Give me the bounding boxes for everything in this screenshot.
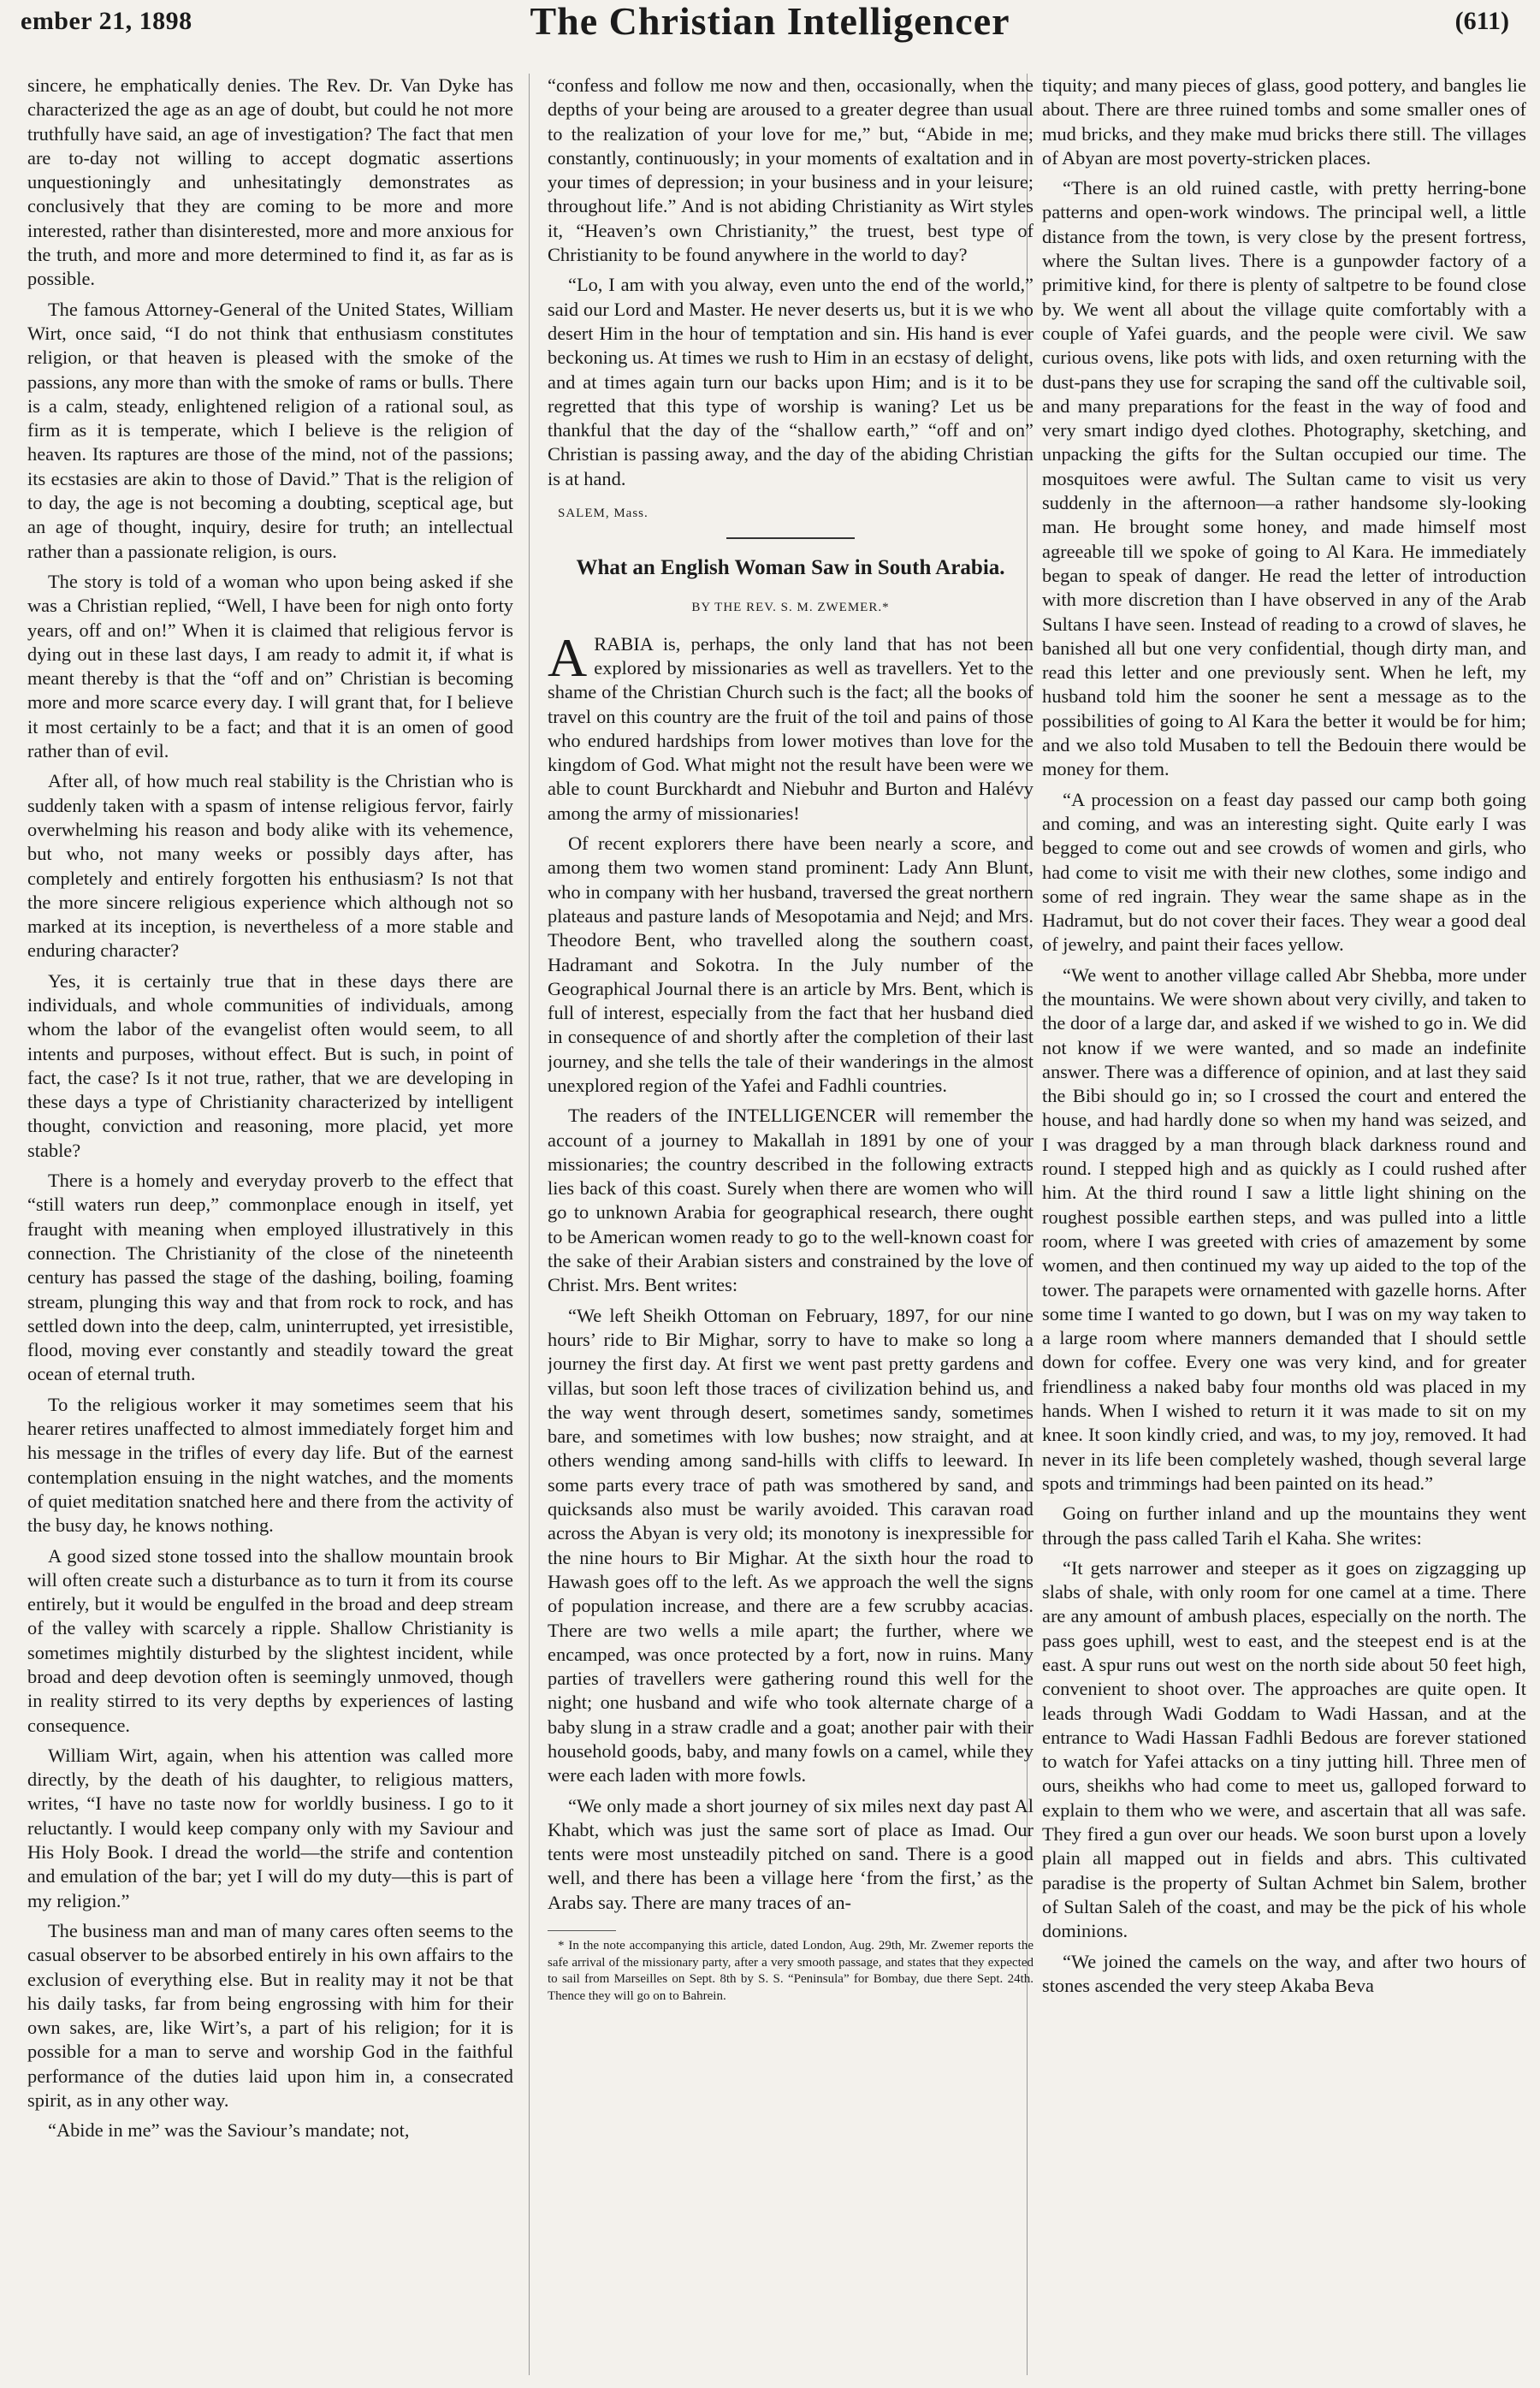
paragraph: “We left Sheikh Ottoman on February, 1897, for our nine hours’ ride to Bir Mighar, sorry to have to make so long a journey the first day. At first we went past pretty gardens and villas, but soon left those traces of civilization behind us, and the way went through desert, sometimes sandy, sometimes bare, and sometimes with low bushes; now straight, and at others wending among sand-hills with cliffs to leeward. In some parts every trace of path was smothered by sand, and quicksands also must be warily avoided. This caravan road across the Abyan is very old; its monotony is inexpressible for the nine hours to Bir Mighar. At the sixth hour the road to Hawash goes off to the left. As we approach the well the signs of population increase, and there are a few scrubby acacias. There are two wells a mile apart; the further, where we encamped, was once protected by a fort, now in ruins. Many parties of travellers were gathering round this well for the night; one husband and wife who took alternate charge of a baby slung in a straw cradle and a goat; another pair with their household goods, baby, and many fowls on a camel, while they were each laden with more fowls. bbox=[548, 1304, 1034, 1787]
paragraph: “We went to another village called Abr Shebba, more under the mountains. We were shown about very civilly, and taken to the door of a large dar, and asked if we wished to go in. We did not know if we were wanted, and so made an indefinite answer. There was a difference of opinion, and at last they said the Bibi should go in; so I crossed the court and entered the house, and had hardly done so when my hand was seized, and I was dragged by a man through black darkness round and round. I stepped high and as quickly as I could rushed after him. At the third round I saw a little light shining on the roughest possible earthen steps, and was pulled into a little room, where I was greeted with cries of amazement by some women, and then continued my way up aided to the top of the tower. The parapets were ornamented with gazelle horns. After some time I wanted to go down, but I was on my way taken to a large room where manners demanded that I should settle down for coffee. Every one was very kind, and for greater friendliness a naked baby four months old was placed in my hands. When I wished to return it it was made to sit on my knee. It soon kindly cried, and was, to my joy, removed. It had never in its life been completely washed, though several large spots and trimmings had been painted on its head.” bbox=[1042, 963, 1526, 1494]
paragraph: The readers of the INTELLIGENCER will remember the account of a journey to Makallah in 1891 by one of your missionaries; the country described in the following extracts lies back of this coast. Surely when there are women who will go to unknown Arabia for geographical research, there ought to be American women ready to go to the well-known coast for the sake of their Arabian sisters and constrained by the love of Christ. Mrs. Bent writes: bbox=[548, 1105, 1034, 1296]
column-2 bbox=[548, 74, 1034, 2384]
article-lead-paragraph bbox=[548, 626, 1034, 826]
paragraph: The famous Attorney-General of the United States, William Wirt, once said, “I do not think that enthusiasm constitutes religion, or that heaven is pleased with the smoke of the passions, any more than with the smoke of rams or bulls. There is a calm, steady, enlightened religion of a rational soul, as firm as it is temperate, which I believe is the religion of heaven. Its raptures are those of the mind, not of the passions; its ecstasies are akin to those of David.” That is the religion of to day, the age is not becoming a doubting, sceptical age, but an age of thought, inquiry, desire for truth; an intellectual rather than a passionate religion, is ours. bbox=[27, 298, 513, 562]
paragraph: A good sized stone tossed into the shallow mountain brook will often create such a disturbance as to turn it from its course entirely, but it would be engulfed in the broad and deep stream of the valley with scarcely a ripple. Shallow Christianity is sometimes mightily disturbed by the slightest incident, while broad and deep devotion often is seemingly unmoved, though in reality stirred to its very depths by experiences of lasting consequence. bbox=[27, 1544, 513, 1736]
paragraph: “Lo, I am with you alway, even unto the end of the world,” said our Lord and Master. He never deserts us, but it is we who desert Him in the hour of temptation and sin. His hand is ever beckoning us. At times we rush to Him in an ecstasy of delight, and at times again turn our backs upon Him; and is it to be regretted that this type of worship is waning? Let us be thankful that the day of the “shallow earth,” “off and on” Christian is passing away, and the day of the abiding Christian is at hand. bbox=[548, 274, 1034, 489]
column-rule-left bbox=[529, 74, 530, 2375]
footnote: * In the note accompanying this article, dated London, Aug. 29th, Mr. Zwemer reports the safe arrival of the missionary party, after a very smooth passage, and states that they expected to sail from Marseilles on Sept. 8th by S. S. “Peninsula” for Bombay, due there Sept. 24th. Thence they will go on to Bahrein. bbox=[548, 1939, 1034, 2003]
lead-text: RABIA is, perhaps, the only land that has not been explored by missionaries as well as travellers. Yet to the shame of the Christian Church such is the fact; all the books of travel on this country are the fruit of the toil and pains of those who endured hardships from lower motives than love for the kingdom of God. What might not the result have been were we able to count Burckhardt and Niebuhr and Burton and Halévy among the army of missionaries! bbox=[548, 632, 1034, 824]
paragraph: “A procession on a feast day passed our camp both going and coming, and was an interesting sight. Quite early I was begged to come out and see crowds of women and girls, who had come to visit me with their new clothes, some indigo and some of red ingrain. They wear the same shape as in the Hadramut, but do not cover their faces. They wear a good deal of jewelry, and paint their faces yellow. bbox=[1042, 788, 1526, 956]
page-number: (611) bbox=[1454, 7, 1509, 35]
column-1 bbox=[27, 74, 513, 2384]
column-3 bbox=[1042, 74, 1526, 2384]
paragraph: “We joined the camels on the way, and after two hours of stones ascended the very steep Akaba Beva bbox=[1042, 1950, 1526, 1996]
paragraph: To the religious worker it may sometimes seem that his hearer retires unaffected to almost immediately forget him and his message in the trifles of every day life. But of the earnest contemplation ensuing in the night watches, and the moments of quiet meditation snatched here and there from the activity of the busy day, he knows nothing. bbox=[27, 1393, 513, 1537]
paragraph: William Wirt, again, when his attention was called more directly, by the death of his daughter, to religious matters, writes, “I have no taste now for worldly business. I go to it reluctantly. I would keep company only with my Saviour and His Holy Book. I dread the world—the strife and contention and emulation of the bar; yet I will do my duty—this is part of my religion.” bbox=[27, 1744, 513, 1911]
paragraph: “There is an old ruined castle, with pretty herring-bone patterns and open-work windows. The principal well, a little distance from the town, is very close by the present fortress, where the Sultan lives. There is a gunpowder factory of a primitive kind, for there is plenty of saltpetre to be found close by. We went all about the village quite comfortably with a couple of Yafei guards, and the people were civil. We saw curious ovens, like pots with lids, and oxen returning with the dust-pans they use for scraping the sand off the cultivable soil, and many preparations for the feast in the way of food and very smart indigo dyed clothes. Photography, sketching, and unpacking the gifts for the Sultan occupied our time. The mosquitoes were awful. The Sultan came to visit us very suddenly in the afternoon—a rather handsome sly-looking man. He brought some honey, and made himself most agreeable till we spoke of going to Al Kara. He immediately began to speak of danger. He read the letter of introduction with more discretion than I have observed in any of the Arab Sultans I have seen. Instead of reading to a crowd of slaves, he banished all but one very confidential, though dirty man, and read this letter and one previously sent. When he left, my husband told him the sooner he sent a message as to the possibilities of going to Al Kara the better it would be for him; and we also told Musaben to tell the Bedouin there would be money for them. bbox=[1042, 177, 1526, 780]
paragraph: “It gets narrower and steeper as it goes on zigzagging up slabs of shale, with only room for one camel at a time. There are any amount of ambush places, especially on the north. The pass goes uphill, west to east, and the steepest end is at the east. A spur runs out west on the north side about 50 feet high, convenient to shoot over. The approaches are quite open. It leads through Wadi Goddam to Wadi Hassan, and at the entrance to Wadi Hassan Fadhli Bedous are forever stationed to watch for Yafei attacks on a tiny jutting hill. Three men of ours, sheikhs who had come to meet us, galloped forward to explain to them who we were, and ascertain that all was safe. They fired a gun over our heads. We soon burst upon a lovely plain all mapped out in fields and abrs. This cultivated paradise is the property of Sultan Achmet bin Salem, brother of Sultan Saleh of the coast, and may be the pick of his whole dominions. bbox=[1042, 1556, 1526, 1942]
paragraph: “confess and follow me now and then, occasionally, when the depths of your being are aroused to a greater degree than usual to the realization of your love for me,” but, “Abide in me; constantly, continuously; in your moments of exaltation and in your times of depression; in your business and in your leisure; throughout life.” And is not abiding Christianity as Wirt styles it, “Heaven’s own Christianity,” the truest, best type of Christianity to be found anywhere in the world to day? bbox=[548, 74, 1034, 266]
paragraph: sincere, he emphatically denies. The Rev. Dr. Van Dyke has characterized the age as an age of doubt, but could he not more truthfully have said, an age of investigation? The fact that men are to-day not willing to accept dogmatic assertions unquestioningly and unhesitatingly demonstrates as conclusively that they are coming to be more and more interested, rather than disinterested, more and more anxious for the truth, and more and more determined to find it, as far as is possible. bbox=[27, 74, 513, 290]
paragraph: After all, of how much real stability is the Christian who is suddenly taken with a spasm of intense religious fervor, fairly overwhelming his reason and body alike with its vehemence, but who, not many weeks or possibly days after, has completely and entirely forgotten his enthusiasm? Is not that the more sincere religious experience which although not so marked at its inception, is nevertheless of a more stable and enduring character? bbox=[27, 770, 513, 962]
article-byline: BY THE REV. S. M. ZWEMER.* bbox=[691, 601, 890, 615]
paragraph: The story is told of a woman who upon being asked if she was a Christian replied, “Well, I have been for nigh onto forty years, off and on!” When it is claimed that religious fervor is dying out in these last days, I am ready to admit it, if what is meant thereby is that the “off and on” Christian is becoming more and more scarce every day. I will grant that, for I believe it most certainly to be a fact; and that it is an omen of good rather than of evil. bbox=[27, 570, 513, 762]
paragraph: “Abide in me” was the Saviour’s mandate; not, bbox=[48, 2119, 410, 2142]
paragraph: tiquity; and many pieces of glass, good pottery, and bangles lie about. There are three ruined tombs and some smaller ones of mud bricks, and they make mud bricks there still. The villages of Abyan are most poverty-stricken places. bbox=[1042, 74, 1526, 169]
footnote-divider bbox=[548, 1930, 616, 1931]
paragraph: The business man and man of many cares often seems to the casual observer to be absorbed entirely in his own affairs to the exclusion of everything else. But in reality may it not be that his daily tasks, far from being engrossing with him for their own sakes, are, like Wirt’s, a part of his religion; for it is possible for a man to serve and worship God in the faithful performance of the duties laid upon him in, a consecrated spirit, as in any other way. bbox=[27, 1919, 513, 2112]
paragraph: There is a homely and everyday proverb to the effect that “still waters run deep,” commonplace enough in itself, yet fraught with meaning when employed illustratively in this connection. The Christianity of the close of the nineteenth century has passed the stage of the dashing, boiling, foaming stream, plunging this way and that from rock to rock, and has settled down into the deep, calm, uninterrupted, yet irresistible, flood, moving ever constantly and steadily toward the great ocean of eternal truth. bbox=[27, 1170, 513, 1385]
paragraph: Yes, it is certainly true that in these days there are individuals, and whole communities of individuals, among whom the labor of the evangelist often would seem, to all intents and purposes, without effect. But is such, in point of fact, the case? Is it not true, rather, that we are developing in these days a type of Christianity characterized by intelligent thought, conviction and reasoning, more placid, yet more stable? bbox=[27, 969, 513, 1161]
masthead-title: The Christian Intelligencer bbox=[530, 0, 1010, 43]
paragraph: “We only made a short journey of six miles next day past Al Khabt, which was just the same sort of place as Imad. Our tents were most unsteadily pitched on sand. There is a good well, and there has been a village here ‘from the first,’ as the Arabs say. There are many traces of an- bbox=[548, 1794, 1034, 1913]
issue-date: ember 21, 1898 bbox=[21, 7, 192, 35]
drop-cap: A bbox=[548, 626, 588, 688]
author-location: SALEM, Mass. bbox=[558, 507, 649, 521]
article-title: What an English Woman Saw in South Arabia. bbox=[576, 556, 1005, 580]
paragraph: Going on further inland and up the mountains they went through the pass called Tarih el Kaha. She writes: bbox=[1042, 1502, 1526, 1549]
paragraph: Of recent explorers there have been nearly a score, and among them two women stand prominent: Lady Ann Blunt, who in company with her husband, traversed the great northern plateaus and pasture lands of Mesopotamia and Nejd; and Mrs. Theodore Bent, who travelled along the southern coast, Hadramant and Sokotra. In the July number of the Geographical Journal there is an article by Mrs. Bent, which is full of interest, especially from the fact that her husband died in consequence of and shortly after the completion of their last journey, and she tells the tale of their wanderings in the almost unexplored region of the Yafei and Fadhli countries. bbox=[548, 833, 1034, 1096]
section-divider bbox=[726, 537, 855, 539]
page-header bbox=[0, 0, 1540, 50]
